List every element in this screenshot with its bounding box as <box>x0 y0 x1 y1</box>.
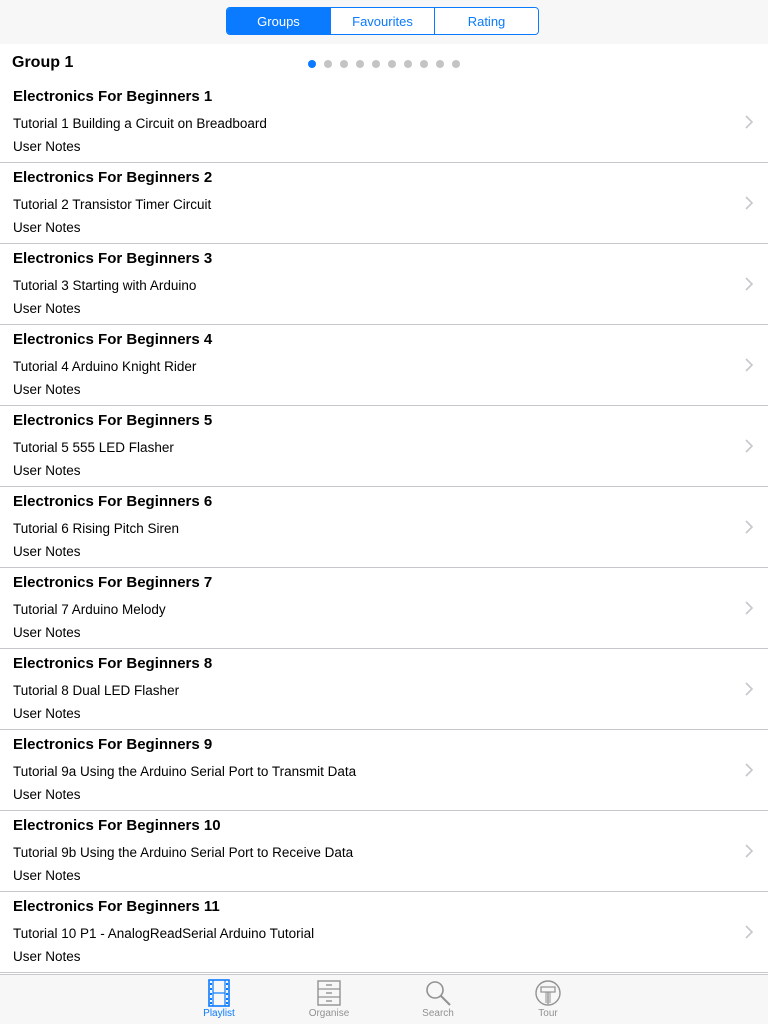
row-title: Electronics For Beginners 3 <box>13 250 213 267</box>
table-row[interactable] <box>0 649 768 730</box>
chevron-right-icon <box>744 762 754 778</box>
top-bar <box>0 0 768 44</box>
row-subtitle: Tutorial 5 555 LED Flasher <box>13 440 174 455</box>
page-dot[interactable] <box>436 60 444 68</box>
row-user-notes: User Notes <box>13 544 81 559</box>
row-subtitle: Tutorial 4 Arduino Knight Rider <box>13 359 197 374</box>
row-title: Electronics For Beginners 7 <box>13 574 213 591</box>
search-icon <box>424 979 452 1007</box>
row-user-notes: User Notes <box>13 139 81 154</box>
row-title: Electronics For Beginners 5 <box>13 412 213 429</box>
page-dot[interactable] <box>372 60 380 68</box>
row-subtitle: Tutorial 10 P1 - AnalogReadSerial Arduino Tutorial <box>13 926 315 941</box>
table-row[interactable] <box>0 163 768 244</box>
row-user-notes: User Notes <box>13 625 81 640</box>
row-subtitle: Tutorial 7 Arduino Melody <box>13 602 166 617</box>
table-row[interactable] <box>0 892 768 973</box>
tab-tour-label: Tour <box>538 1008 558 1019</box>
row-user-notes: User Notes <box>13 220 81 235</box>
row-title: Electronics For Beginners 6 <box>13 493 213 510</box>
chevron-right-icon <box>744 195 754 211</box>
segment-groups[interactable]: Groups <box>227 8 330 34</box>
tab-playlist-label: Playlist <box>203 1008 235 1019</box>
row-subtitle: Tutorial 9b Using the Arduino Serial Port to Receive Data <box>13 845 354 860</box>
row-subtitle: Tutorial 9a Using the Arduino Serial Port to Transmit Data <box>13 764 357 779</box>
row-subtitle: Tutorial 8 Dual LED Flasher <box>13 683 180 698</box>
tab-bar <box>0 974 768 1024</box>
group-title: Group 1 <box>12 54 74 71</box>
table-row[interactable] <box>0 406 768 487</box>
chevron-right-icon <box>744 924 754 940</box>
row-subtitle: Tutorial 6 Rising Pitch Siren <box>13 521 180 536</box>
tab-search-label: Search <box>422 1008 454 1019</box>
chevron-right-icon <box>744 681 754 697</box>
row-title: Electronics For Beginners 4 <box>13 331 213 348</box>
chevron-right-icon <box>744 114 754 130</box>
chevron-right-icon <box>744 357 754 373</box>
chevron-right-icon <box>744 519 754 535</box>
row-subtitle: Tutorial 1 Building a Circuit on Breadboard <box>13 116 267 131</box>
row-user-notes: User Notes <box>13 463 81 478</box>
chevron-right-icon <box>744 600 754 616</box>
row-title: Electronics For Beginners 2 <box>13 169 213 186</box>
tab-search[interactable] <box>403 979 473 1023</box>
table-row[interactable] <box>0 811 768 892</box>
tab-playlist[interactable] <box>184 979 254 1023</box>
row-user-notes: User Notes <box>13 868 81 883</box>
table-row[interactable] <box>0 487 768 568</box>
row-title: Electronics For Beginners 9 <box>13 736 213 753</box>
row-title: Electronics For Beginners 11 <box>13 898 220 915</box>
row-title: Electronics For Beginners 1 <box>13 88 213 105</box>
group-header <box>0 44 768 82</box>
drawer-cabinet-icon <box>316 979 342 1007</box>
page-indicator[interactable] <box>308 60 460 68</box>
page-dot[interactable] <box>324 60 332 68</box>
table-row[interactable] <box>0 82 768 163</box>
tab-tour[interactable] <box>513 979 583 1023</box>
film-strip-icon <box>206 979 232 1007</box>
segment-favourites[interactable]: Favourites <box>330 8 434 34</box>
page-dot[interactable] <box>356 60 364 68</box>
page-dot[interactable] <box>308 60 316 68</box>
page-dot[interactable] <box>340 60 348 68</box>
table-row[interactable] <box>0 244 768 325</box>
row-user-notes: User Notes <box>13 949 81 964</box>
row-user-notes: User Notes <box>13 787 81 802</box>
segment-rating[interactable]: Rating <box>434 8 538 34</box>
table-row[interactable] <box>0 325 768 406</box>
row-subtitle: Tutorial 2 Transistor Timer Circuit <box>13 197 212 212</box>
row-subtitle: Tutorial 3 Starting with Arduino <box>13 278 197 293</box>
segmented-control <box>226 7 539 35</box>
tab-organise-label: Organise <box>308 1008 350 1019</box>
chevron-right-icon <box>744 276 754 292</box>
chevron-right-icon <box>744 843 754 859</box>
signpost-icon <box>534 979 562 1007</box>
table-row[interactable] <box>0 568 768 649</box>
row-user-notes: User Notes <box>13 301 81 316</box>
page-dot[interactable] <box>452 60 460 68</box>
row-title: Electronics For Beginners 10 <box>13 817 221 834</box>
page-dot[interactable] <box>404 60 412 68</box>
page-dot[interactable] <box>388 60 396 68</box>
table-row[interactable] <box>0 730 768 811</box>
page-dot[interactable] <box>420 60 428 68</box>
row-user-notes: User Notes <box>13 382 81 397</box>
tutorial-list <box>0 82 768 974</box>
row-user-notes: User Notes <box>13 706 81 721</box>
tab-organise[interactable] <box>294 979 364 1023</box>
row-title: Electronics For Beginners 8 <box>13 655 213 672</box>
chevron-right-icon <box>744 438 754 454</box>
